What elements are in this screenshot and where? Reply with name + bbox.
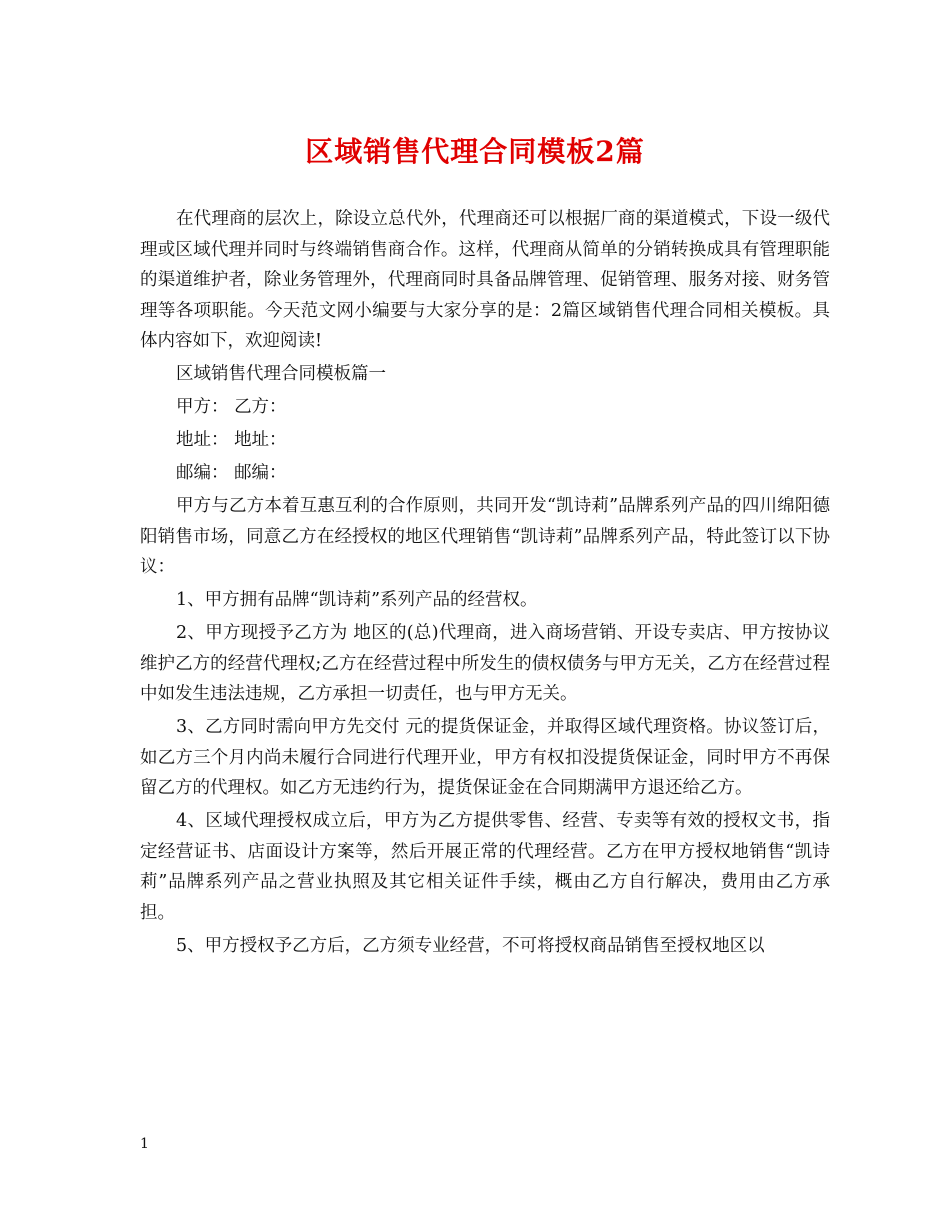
address-line: 地址： 地址： [176, 430, 287, 450]
clause-2: 2、甲方现授予乙方为 地区的(总)代理商，进入商场营销、开设专卖店、甲方按协议维护乙方的经营代理权;乙方在经营过程中所发生的债权债务与甲方无关，乙方在经营过程中如发生违法违规，乙方承担一切责任，也与甲方无关。 [140, 623, 830, 704]
document-body [140, 204, 830, 964]
document-title: 区域销售代理合同模板2篇 [305, 135, 645, 168]
party-line: 甲方： 乙方： [176, 397, 287, 417]
section-heading: 区域销售代理合同模板篇一 [176, 364, 386, 384]
clause-4: 4、区域代理授权成立后，甲方为乙方提供零售、经营、专卖等有效的授权文书，指定经营证书、店面设计方案等，然后开展正常的代理经营。乙方在甲方授权地销售“凯诗莉”品牌系列产品之营业执照及其它相关证件手续，概由乙方自行解决，费用由乙方承担。 [140, 811, 830, 923]
intro-paragraph: 在代理商的层次上，除设立总代外，代理商还可以根据厂商的渠道模式，下设一级代理或区域代理并同时与终端销售商合作。这样，代理商从简单的分销转换成具有管理职能的渠道维护者，除业务管理外，代理商同时具备品牌管理、促销管理、服务对接、财务管理等各项职能。今天范文网小编要与大家分享的是：2篇区域销售代理合同相关模板。具体内容如下，欢迎阅读! [140, 209, 830, 351]
page-number: 1 [140, 1136, 149, 1152]
clause-5: 5、甲方授权予乙方后，乙方须专业经营，不可将授权商品销售至授权地区以 [176, 935, 765, 956]
clause-1: 1、甲方拥有品牌“凯诗莉”系列产品的经营权。 [176, 590, 538, 610]
preamble-paragraph: 甲方与乙方本着互惠互利的合作原则，共同开发“凯诗莉”品牌系列产品的四川绵阳德阳销售市场，同意乙方在经授权的地区代理销售“凯诗莉”品牌系列产品，特此签订以下协议： [140, 496, 830, 577]
clause-3: 3、乙方同时需向甲方先交付 元的提货保证金，并取得区域代理资格。协议签订后，如乙方三个月内尚未履行合同进行代理开业，甲方有权扣没提货保证金，同时甲方不再保留乙方的代理权。如乙方无违约行为，提货保证金在合同期满甲方退还给乙方。 [140, 717, 830, 798]
postcode-line: 邮编： 邮编： [176, 463, 287, 483]
